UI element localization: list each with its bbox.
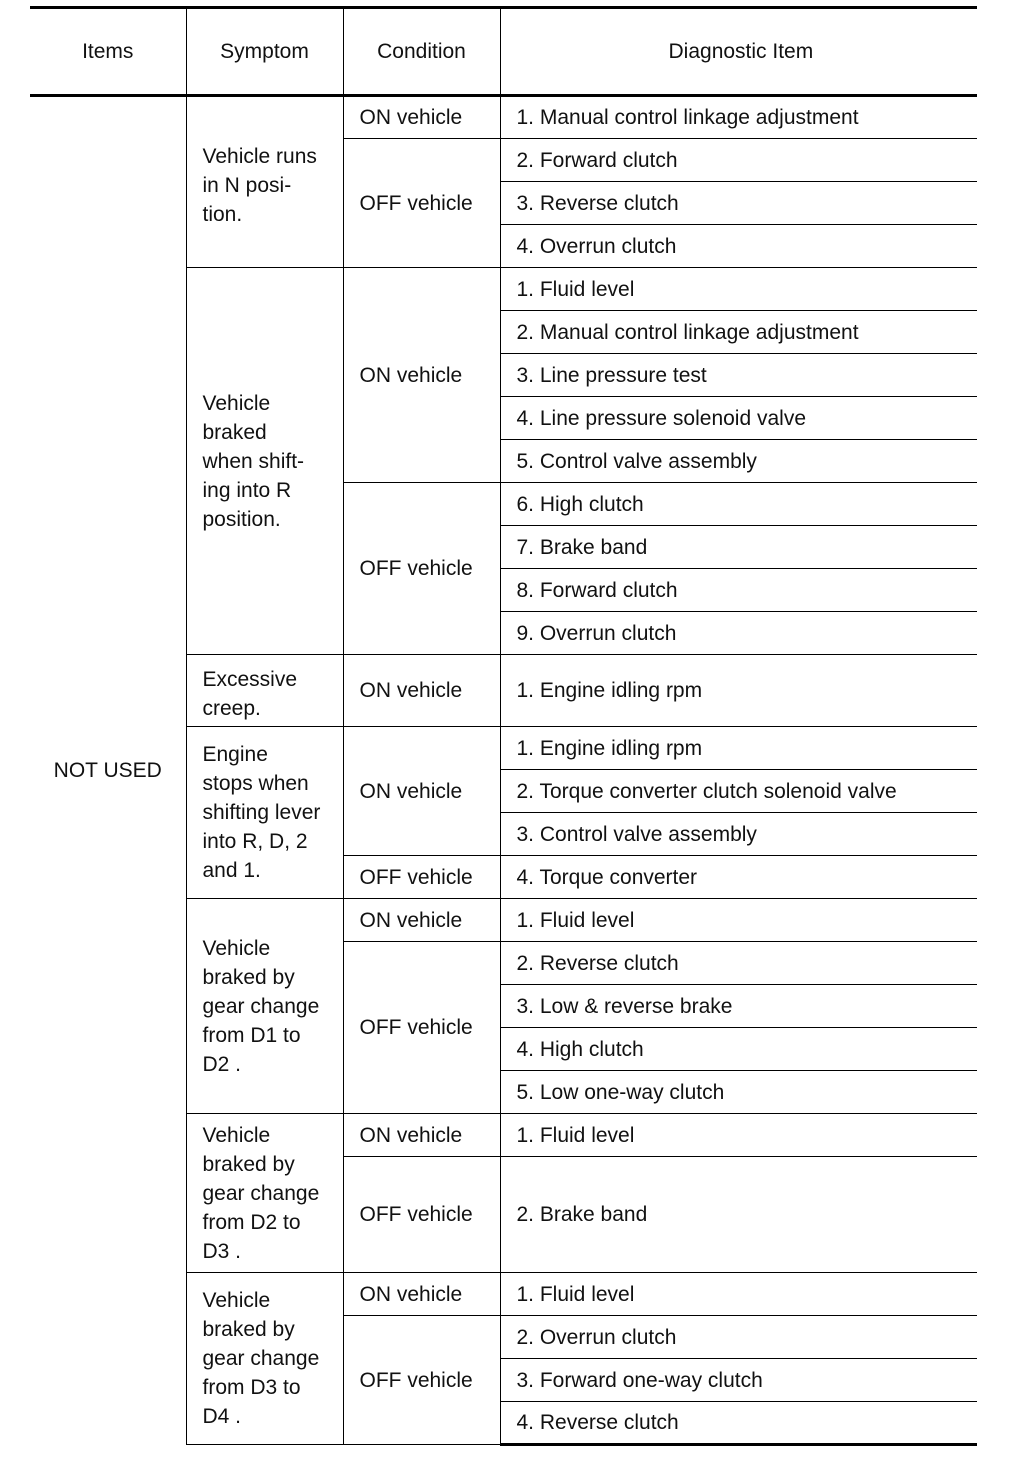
symptom-line: braked by	[202, 965, 295, 989]
symptom-line: when shift-	[202, 449, 305, 473]
symptom-line: braked by	[202, 1152, 295, 1176]
symptom-cell	[186, 268, 343, 655]
symptom-line: from D2 to	[202, 1210, 301, 1234]
table-row	[30, 96, 977, 139]
symptom-line: Vehicle	[202, 391, 271, 415]
diagnostic-item: 2. Forward clutch	[500, 139, 977, 182]
diagnostic-table	[30, 6, 977, 1446]
diagnostic-item: 9. Overrun clutch	[500, 612, 977, 655]
diagnostic-item: 4. Overrun clutch	[500, 225, 977, 268]
condition-on-vehicle: ON vehicle	[343, 1273, 500, 1316]
symptom-line: gear change	[202, 1347, 320, 1370]
symptom-line: from D1 to	[202, 1023, 301, 1047]
condition-off-vehicle: OFF vehicle	[343, 856, 500, 899]
symptom-line: Excessive	[202, 667, 298, 691]
condition-on-vehicle: ON vehicle	[343, 96, 500, 139]
symptom-line: in N posi-	[202, 173, 292, 197]
diagnostic-item: 2. Reverse clutch	[500, 942, 977, 985]
symptom-cell	[186, 1273, 343, 1445]
symptom-line: position.	[202, 507, 281, 531]
diagnostic-item: 4. High clutch	[500, 1028, 977, 1071]
diagnostic-item: 1. Engine idling rpm	[500, 727, 977, 770]
diagnostic-item: 3. Reverse clutch	[500, 182, 977, 225]
symptom-cell	[186, 655, 343, 727]
diagnostic-item: 5. Low one-way clutch	[500, 1071, 977, 1114]
symptom-line: D2 .	[202, 1052, 242, 1076]
symptom-line: from D3 to	[202, 1376, 301, 1399]
symptom-line: shifting lever	[202, 801, 321, 824]
diagnostic-item: 3. Low & reverse brake	[500, 985, 977, 1028]
diagnostic-item: 2. Overrun clutch	[500, 1316, 977, 1359]
items-cell: NOT USED	[53, 759, 162, 783]
condition-on-vehicle: ON vehicle	[343, 1114, 500, 1157]
symptom-line: stops when	[202, 772, 309, 795]
condition-off-vehicle: OFF vehicle	[343, 1157, 500, 1273]
symptom-line: braked by	[202, 1318, 295, 1341]
symptom-line: Engine	[202, 743, 268, 766]
symptom-line: D3 .	[202, 1239, 242, 1263]
header-symptom: Symptom	[186, 8, 343, 96]
diagnostic-item: 1. Fluid level	[500, 268, 977, 311]
condition-on-vehicle: ON vehicle	[343, 727, 500, 856]
header-condition: Condition	[343, 8, 500, 96]
symptom-line: Vehicle	[202, 1289, 271, 1312]
condition-off-vehicle: OFF vehicle	[343, 139, 500, 268]
symptom-line: and 1.	[202, 859, 261, 882]
diagnostic-item: 1. Manual control linkage adjustment	[500, 96, 977, 139]
symptom-line: gear change	[202, 994, 320, 1018]
diagnostic-item: 1. Fluid level	[500, 1273, 977, 1316]
symptom-cell	[186, 899, 343, 1114]
diagnostic-item: 2. Brake band	[500, 1157, 977, 1273]
condition-on-vehicle: ON vehicle	[343, 268, 500, 483]
table-body	[30, 96, 977, 1445]
symptom-cell	[186, 727, 343, 899]
header-diagnostic-item: Diagnostic Item	[500, 8, 977, 96]
symptom-line: Vehicle	[202, 936, 271, 960]
diagnostic-item: 7. Brake band	[500, 526, 977, 569]
symptom-line: ing into R	[202, 478, 292, 502]
condition-off-vehicle: OFF vehicle	[343, 483, 500, 655]
header-row	[30, 8, 977, 96]
diagnostic-item: 2. Torque converter clutch solenoid valve	[500, 770, 977, 813]
symptom-cell	[186, 96, 343, 268]
symptom-line: tion.	[202, 202, 243, 226]
condition-off-vehicle: OFF vehicle	[343, 1316, 500, 1445]
diagnostic-item: 3. Line pressure test	[500, 354, 977, 397]
symptom-cell	[186, 1114, 343, 1273]
condition-on-vehicle: ON vehicle	[343, 655, 500, 727]
diagnostic-item: 1. Fluid level	[500, 899, 977, 942]
diagnostic-item: 4. Line pressure solenoid valve	[500, 397, 977, 440]
symptom-line: into R, D, 2	[202, 830, 308, 853]
diagnostic-item: 2. Manual control linkage adjustment	[500, 311, 977, 354]
condition-off-vehicle: OFF vehicle	[343, 942, 500, 1114]
diagnostic-item: 4. Torque converter	[500, 856, 977, 899]
symptom-line: Vehicle runs	[202, 144, 317, 168]
diagnostic-item: 3. Control valve assembly	[500, 813, 977, 856]
diagnostic-item: 3. Forward one-way clutch	[500, 1359, 977, 1402]
symptom-line: D4 .	[202, 1405, 242, 1428]
diagnostic-item: 1. Engine idling rpm	[500, 655, 977, 727]
diagnostic-item: 1. Fluid level	[500, 1114, 977, 1157]
symptom-line: Vehicle	[202, 1123, 271, 1147]
condition-on-vehicle: ON vehicle	[343, 899, 500, 942]
diagnostic-item: 6. High clutch	[500, 483, 977, 526]
header-items: Items	[30, 8, 186, 96]
symptom-line: gear change	[202, 1181, 320, 1205]
symptom-line: creep.	[202, 696, 261, 720]
diagnostic-item: 4. Reverse clutch	[500, 1402, 977, 1445]
diagnostic-item: 5. Control valve assembly	[500, 440, 977, 483]
diagnostic-item: 8. Forward clutch	[500, 569, 977, 612]
symptom-line: braked	[202, 420, 267, 444]
